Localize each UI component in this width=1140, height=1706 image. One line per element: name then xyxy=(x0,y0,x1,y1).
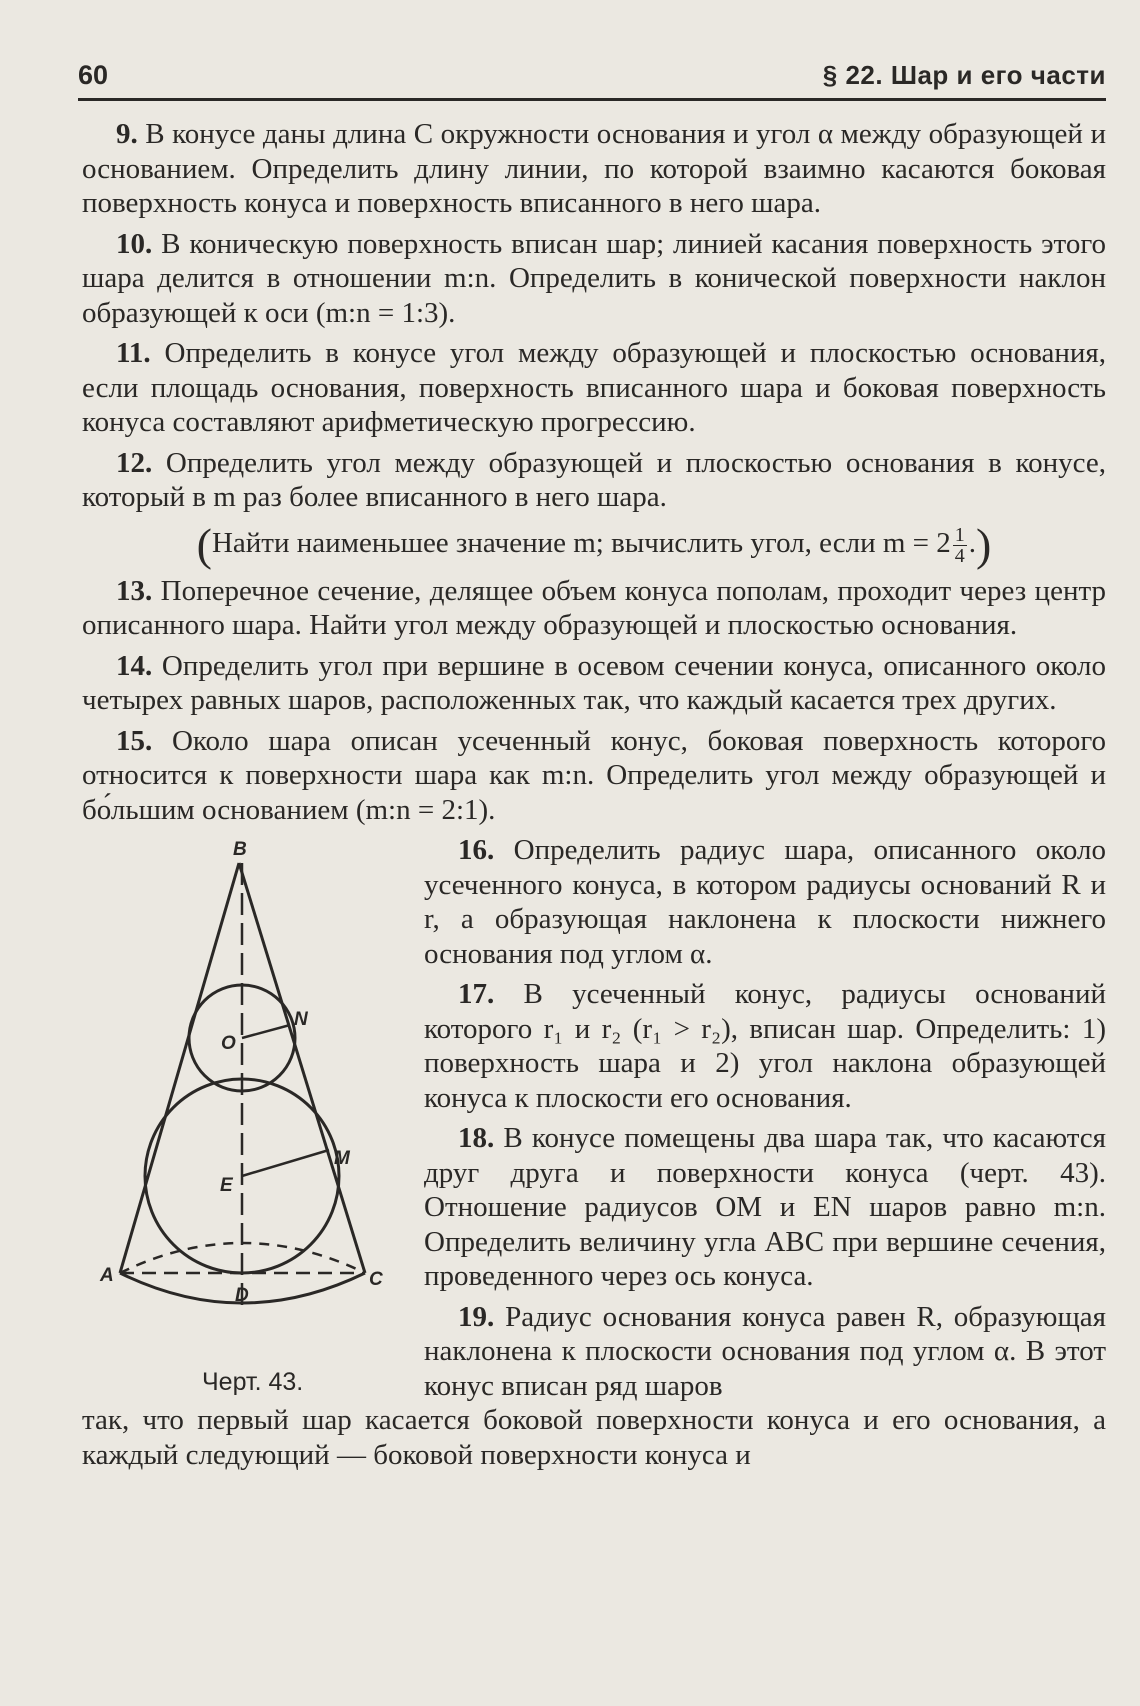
problem-16 xyxy=(424,833,1106,971)
problem-14 xyxy=(82,649,1106,718)
problem-15 xyxy=(82,724,1106,828)
label-O: O xyxy=(221,1033,236,1054)
problem-19-start xyxy=(424,1300,1106,1404)
problem-13 xyxy=(82,574,1106,643)
problem-number: 19. xyxy=(458,1300,495,1333)
problem-text-continued: так, что первый шар касается боковой поверхности конуса и его основания, а каждый следующий — боковой поверхности конуса и xyxy=(82,1404,1106,1471)
problem-text: В конусе помещены два шара так, что касаются друг друга и поверхности конуса (черт. 43). Отношение радиусов OM и EN шаров равно m:n. Определить величину угла ABC при вершине сечения, проведенного через ось конуса. xyxy=(424,1122,1106,1292)
label-M: M xyxy=(334,1148,350,1169)
problem-text: Определить угол при вершине в осевом сечении конуса, описанного около четырех равных шаров, расположенных так, что каждый касается трех других. xyxy=(82,649,1107,716)
cone-figure-43 xyxy=(82,833,402,1403)
problem-number: 11. xyxy=(116,337,151,369)
problem-number: 13. xyxy=(116,574,153,607)
problem-12-note xyxy=(82,518,1106,570)
fraction-numerator: 1 xyxy=(954,523,965,546)
problem-19-continuation xyxy=(82,1403,1106,1472)
note-end: . xyxy=(968,526,977,559)
problem-number: 9. xyxy=(116,118,138,150)
problem-number: 15. xyxy=(116,724,153,757)
problem-12 xyxy=(82,446,1106,515)
page-body xyxy=(82,117,1106,1472)
problem-number: 14. xyxy=(116,649,153,682)
problem-text: Определить радиус шара, описанного около усеченного конуса, в котором радиусы оснований R и r, а образующая наклонена к плоскости нижнего основания под углом α. xyxy=(424,834,1106,970)
close-paren: ) xyxy=(976,518,992,570)
problem-text: Определить угол между образующей и плоскостью основания в конусе, который в m раз более вписанного в него шара. xyxy=(82,446,1106,513)
label-B: B xyxy=(233,839,247,860)
problem-text: Около шара описан усеченный конус, боковая поверхность которого относится к поверхности шара как m:n. Определить угол между образующей и бо́льшим основанием (m:n = 2:1). xyxy=(82,724,1106,826)
radius-ON xyxy=(242,1025,290,1038)
section-title: § 22. Шар и его части xyxy=(822,60,1106,90)
figure-area xyxy=(82,833,1106,1403)
label-A: A xyxy=(100,1265,114,1286)
problem-number: 17. xyxy=(458,978,495,1010)
problem-9 xyxy=(82,117,1106,221)
problem-text: Определить в конусе угол между образующей и плоскостью основания, если площадь основания, поверхность вписанного шара и боковая поверхность конуса составляют арифметическую прогрессию. xyxy=(82,337,1106,438)
problem-text: В коническую поверхность вписан шар; линией касания поверхность этого шара делится в отношении m:n. Определить в конической поверхности наклон образующей к оси (m:n = 1:3). xyxy=(82,227,1107,329)
problem-number: 12. xyxy=(116,446,153,479)
page-header xyxy=(78,58,1106,101)
page-number: 60 xyxy=(78,60,109,90)
note-text: Найти наименьшее значение m; вычислить угол, если m = 2 xyxy=(211,526,951,559)
fraction-denominator: 4 xyxy=(954,544,965,567)
problem-text: Радиус основания конуса равен R, образующая наклонена к плоскости основания под углом α. В этот конус вписан ряд шаров xyxy=(424,1300,1106,1402)
problem-number: 18. xyxy=(458,1122,495,1154)
label-N: N xyxy=(294,1009,308,1030)
open-paren: ( xyxy=(196,518,212,570)
cone-side-left xyxy=(120,863,239,1273)
label-C: C xyxy=(369,1269,383,1290)
label-D: D xyxy=(235,1285,249,1306)
problem-text: В конусе даны длина C окружности основания и угол α между образующей и основанием. Определить длину линии, по которой взаимно касаются боковая поверхность конуса и поверхность вписанного в него шара. xyxy=(82,118,1106,219)
figure-caption: Черт. 43. xyxy=(202,1368,304,1396)
radius-EM xyxy=(242,1150,329,1176)
fraction xyxy=(953,525,967,566)
cone-side-right xyxy=(239,863,365,1273)
problem-10 xyxy=(82,227,1106,331)
side-column xyxy=(424,833,1106,1403)
problem-18 xyxy=(424,1121,1106,1294)
label-E: E xyxy=(220,1175,233,1196)
problem-text: В усеченный конус, радиусы оснований которого r₁ и r₂ (r₁ > r₂), вписан шар. Определить: 1) поверхность шара и 2) угол наклона образующей конуса к плоскости его основания. xyxy=(424,978,1106,1114)
problem-text: Поперечное сечение, делящее объем конуса пополам, проходит через центр описанного шара. Найти угол между образующей и плоскостью основания. xyxy=(82,574,1106,641)
problem-17 xyxy=(424,977,1106,1115)
problem-11 xyxy=(82,336,1106,440)
problem-number: 16. xyxy=(458,834,495,866)
problem-number: 10. xyxy=(116,227,153,260)
